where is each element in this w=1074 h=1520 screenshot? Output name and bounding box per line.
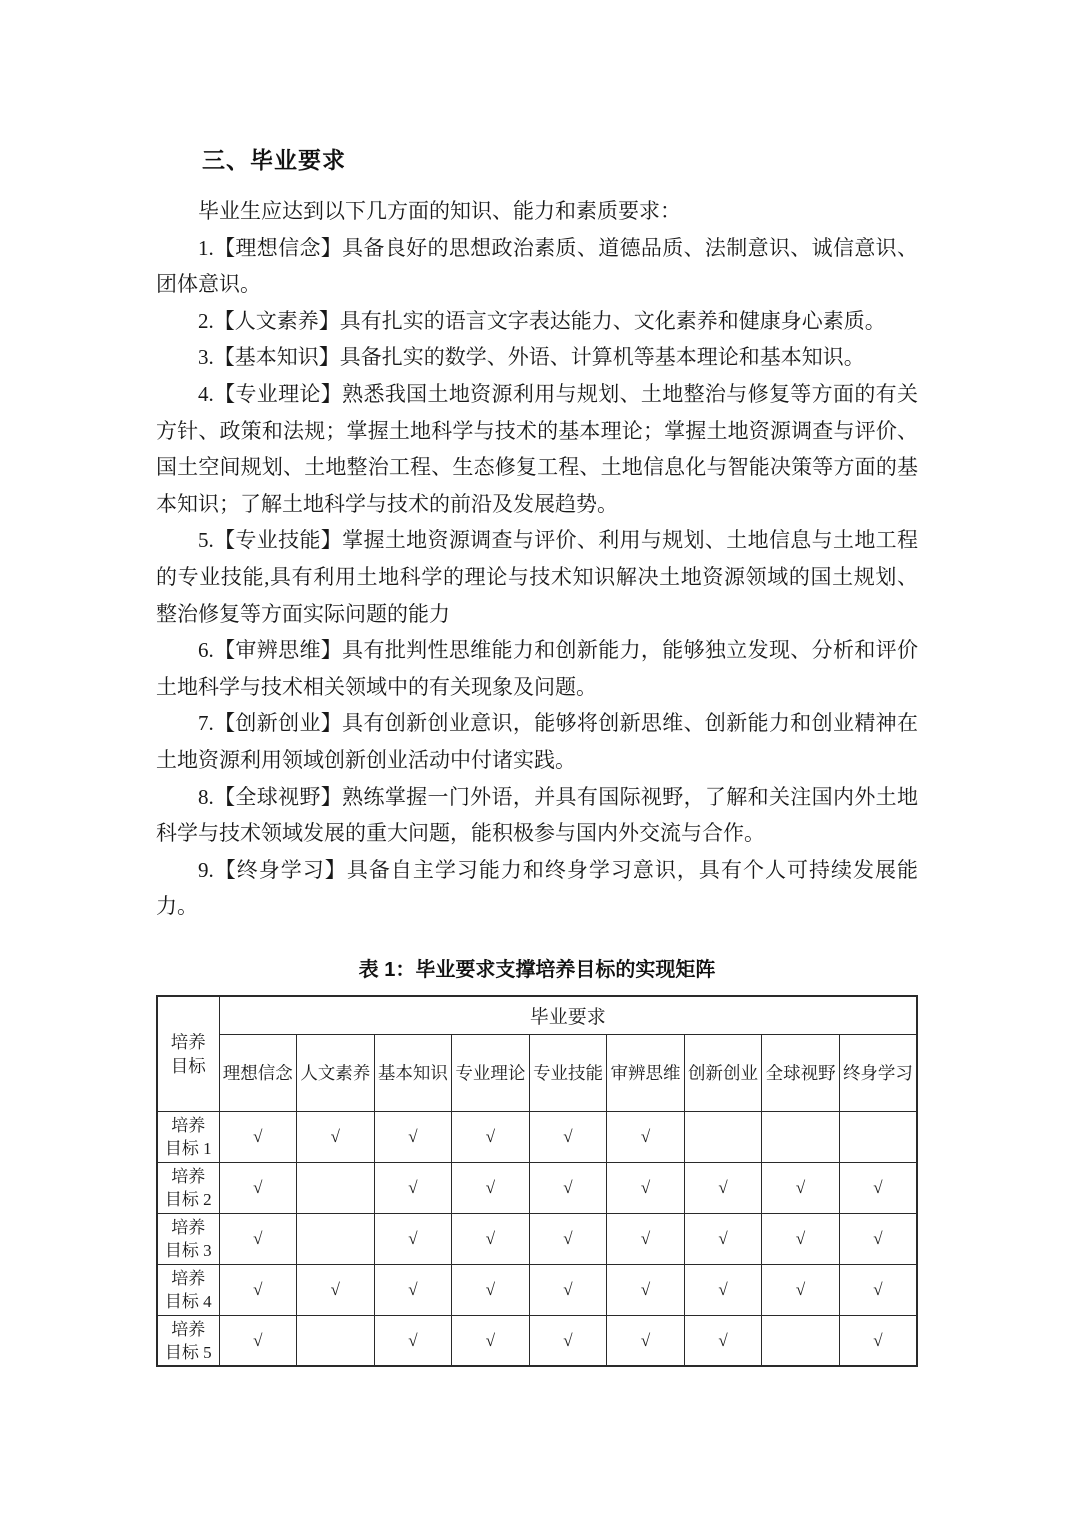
check-cell: √	[839, 1315, 917, 1366]
item-text: 具有批判性思维能力和创新能力，能够独立发现、分析和评价土地科学与技术相关领域中的有关现象及问题。	[156, 638, 919, 699]
requirement-item-2	[156, 303, 918, 340]
check-cell: √	[607, 1162, 685, 1213]
check-cell: √	[297, 1264, 375, 1315]
check-cell: √	[684, 1264, 762, 1315]
item-text: 具有扎实的语言文字表达能力、文化素养和健康身心素质。	[339, 308, 886, 333]
row-header-cell	[157, 1111, 219, 1162]
item-tag: 【全球视野】	[213, 784, 343, 809]
check-cell: √	[529, 1111, 607, 1162]
item-number: 4.	[198, 381, 214, 406]
intro-paragraph: 毕业生应达到以下几方面的知识、能力和素质要求：	[198, 199, 681, 223]
item-number: 2.	[198, 308, 214, 333]
check-cell: √	[607, 1213, 685, 1264]
body-text-block	[156, 193, 918, 925]
item-number: 9.	[198, 857, 214, 882]
check-cell	[762, 1315, 840, 1366]
requirement-item-5	[156, 522, 918, 632]
item-text: 掌握土地资源调查与评价、利用与规划、土地信息与土地工程的专业技能,具有利用土地科学的理论与技术知识解决土地资源领域的国土规划、 整治修复等方面实际问题的能力	[156, 528, 919, 626]
item-number: 1.	[198, 235, 214, 260]
row-label-line1: 培养	[171, 1268, 206, 1288]
check-cell: √	[529, 1162, 607, 1213]
item-text: 熟练掌握一门外语，并具有国际视野，了解和关注国内外土地科学与技术领域发展的重大问题，能积极参与国内外交流与合作。	[156, 784, 919, 846]
item-tag: 【创新创业】	[213, 711, 343, 736]
row-label-line1: 培养	[171, 1166, 206, 1186]
corner-label-line2: 目标	[170, 1055, 206, 1076]
check-cell: √	[684, 1315, 762, 1366]
row-label-line2: 目标 2	[164, 1189, 212, 1209]
check-cell: √	[684, 1213, 762, 1264]
row-label-line1: 培养	[171, 1217, 206, 1237]
item-tag: 【审辨思维】	[213, 638, 343, 663]
row-label-line2: 目标 5	[164, 1342, 212, 1362]
table-row-goal-3	[157, 1213, 917, 1264]
table-row-goal-2	[157, 1162, 917, 1213]
check-cell	[297, 1315, 375, 1366]
row-label-line2: 目标 4	[164, 1291, 212, 1311]
check-cell: √	[219, 1264, 297, 1315]
check-cell: √	[684, 1162, 762, 1213]
header-group-row	[157, 996, 917, 1035]
item-tag: 【人文素养】	[213, 308, 340, 333]
check-cell: √	[452, 1111, 530, 1162]
section-title: 三、毕业要求	[202, 147, 346, 173]
column-header-cell: 专业理论	[452, 1034, 530, 1111]
item-tag: 【专业理论】	[213, 381, 343, 406]
column-header-cell: 专业技能	[529, 1034, 607, 1111]
requirement-item-1	[156, 230, 918, 303]
item-text: 熟悉我国土地资源利用与规划、土地整治与修复等方面的有关方针、政策和法规；掌握土地科学与技术的基本理论；掌握土地资源调查与评价、国土空间规划、土地整治工程、生态修复工程、土地信息化与智能决策等方面的基本知识；了解土地科学与技术的前沿及发展趋势。	[156, 381, 919, 516]
check-cell: √	[529, 1264, 607, 1315]
item-text: 具备扎实的数学、外语、计算机等基本理论和基本知识。	[339, 345, 865, 370]
check-cell: √	[452, 1162, 530, 1213]
column-header-cell: 全球视野	[762, 1034, 840, 1111]
item-text: 具有创新创业意识，能够将创新思维、创新能力和创业精神在土地资源利用领域创新创业活动中付诸实践。	[156, 711, 919, 772]
check-cell: √	[374, 1162, 452, 1213]
row-header-cell	[157, 1264, 219, 1315]
check-cell: √	[297, 1111, 375, 1162]
check-cell: √	[762, 1162, 840, 1213]
requirement-item-9	[156, 852, 918, 925]
row-header-cell	[157, 1315, 219, 1366]
check-cell: √	[374, 1213, 452, 1264]
column-header-cell: 人文素养	[297, 1034, 375, 1111]
corner-label-line1: 培养	[170, 1031, 206, 1052]
requirement-item-8	[156, 779, 918, 852]
item-number: 3.	[198, 345, 214, 370]
check-cell: √	[762, 1213, 840, 1264]
check-cell: √	[452, 1264, 530, 1315]
item-tag: 【基本知识】	[213, 345, 340, 370]
check-cell: √	[839, 1264, 917, 1315]
check-cell: √	[219, 1111, 297, 1162]
check-cell: √	[374, 1264, 452, 1315]
column-header-cell: 终身学习	[839, 1034, 917, 1111]
row-header-cell	[157, 1213, 219, 1264]
column-header-cell: 创新创业	[684, 1034, 762, 1111]
requirement-item-4	[156, 376, 918, 522]
check-cell: √	[219, 1213, 297, 1264]
table-caption: 表 1：毕业要求支撑培养目标的实现矩阵	[358, 958, 716, 981]
row-label-line1: 培养	[171, 1319, 206, 1339]
check-cell: √	[374, 1315, 452, 1366]
requirement-item-6	[156, 632, 918, 705]
row-label-line2: 目标 3	[164, 1240, 212, 1260]
check-cell: √	[839, 1213, 917, 1264]
requirement-item-3	[156, 339, 918, 376]
table-row-goal-5	[157, 1315, 917, 1366]
check-cell	[297, 1162, 375, 1213]
row-label-line1: 培养	[171, 1115, 206, 1135]
item-number: 6.	[198, 638, 214, 663]
check-cell: √	[762, 1264, 840, 1315]
check-cell: √	[374, 1111, 452, 1162]
item-tag: 【专业技能】	[213, 528, 343, 553]
column-header-cell: 理想信念	[219, 1034, 297, 1111]
check-cell: √	[607, 1264, 685, 1315]
column-header-cell: 基本知识	[374, 1034, 452, 1111]
check-cell: √	[839, 1162, 917, 1213]
header-columns-row	[157, 1034, 917, 1111]
item-number: 8.	[198, 784, 214, 809]
check-cell: √	[452, 1315, 530, 1366]
check-cell: √	[607, 1315, 685, 1366]
table-row-goal-1	[157, 1111, 917, 1162]
item-tag: 【理想信念】	[213, 235, 343, 260]
check-cell: √	[529, 1213, 607, 1264]
check-cell	[297, 1213, 375, 1264]
check-cell: √	[219, 1162, 297, 1213]
item-text: 具备自主学习能力和终身学习意识，具有个人可持续发展能力。	[156, 857, 919, 919]
corner-header-cell	[157, 996, 219, 1112]
support-matrix-table	[156, 995, 918, 1368]
check-cell: √	[219, 1315, 297, 1366]
item-text: 具备良好的思想政治素质、道德品质、法制意识、诚信意识、团体意识。	[156, 235, 919, 297]
check-cell	[839, 1111, 917, 1162]
item-tag: 【终身学习】	[213, 857, 347, 882]
column-header-cell: 审辨思维	[607, 1034, 685, 1111]
check-cell	[684, 1111, 762, 1162]
group-header-cell: 毕业要求	[219, 996, 917, 1035]
row-header-cell	[157, 1162, 219, 1213]
check-cell: √	[529, 1315, 607, 1366]
row-label-line2: 目标 1	[164, 1138, 212, 1158]
table-row-goal-4	[157, 1264, 917, 1315]
item-number: 5.	[198, 528, 214, 553]
check-cell: √	[452, 1213, 530, 1264]
check-cell	[762, 1111, 840, 1162]
check-cell: √	[607, 1111, 685, 1162]
item-number: 7.	[198, 711, 214, 736]
requirement-item-7	[156, 705, 918, 778]
